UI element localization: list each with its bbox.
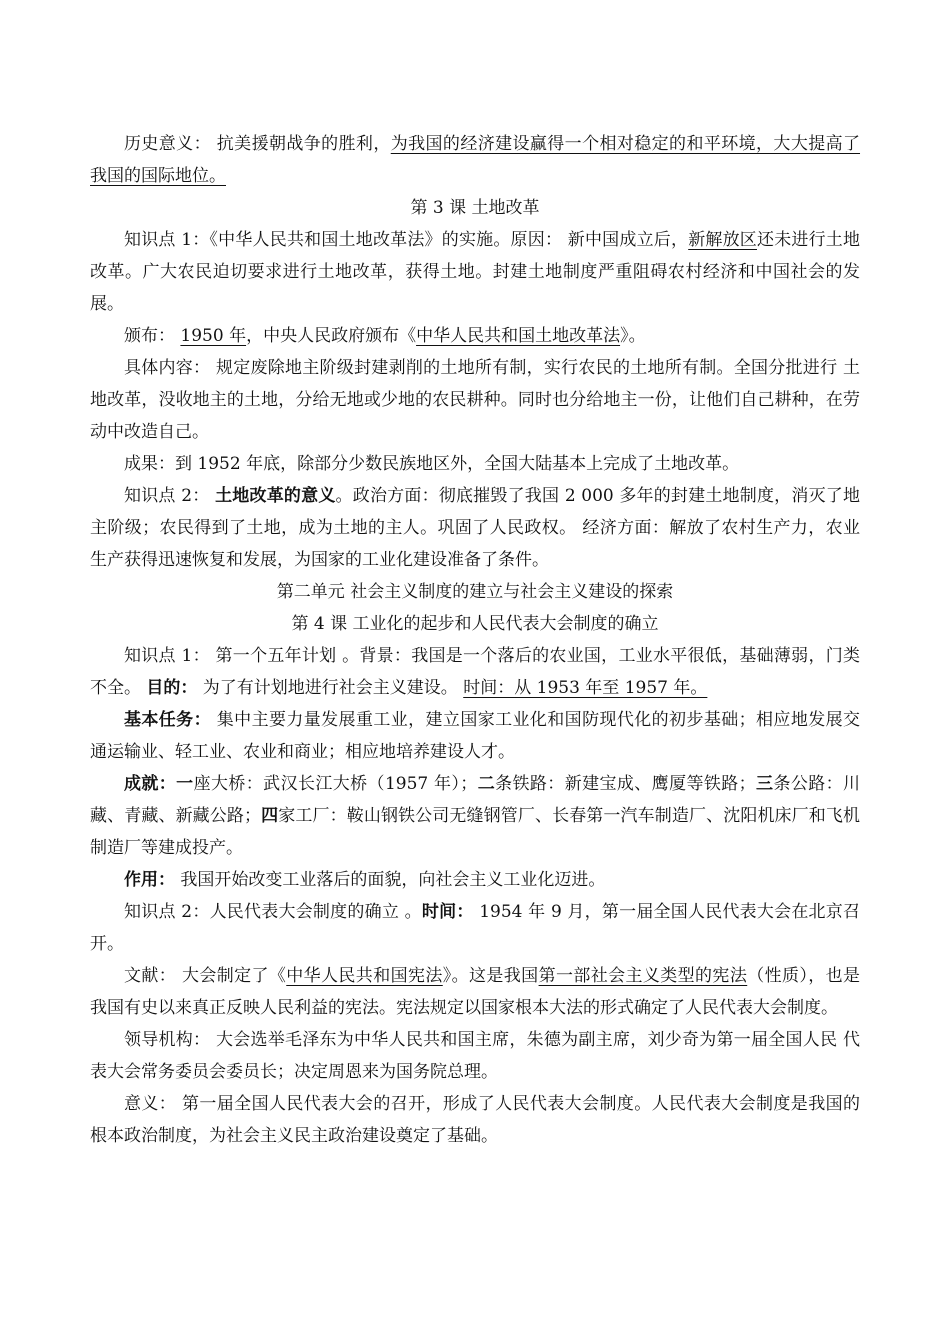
paragraph-peoples-congress: [90, 896, 860, 960]
text-segment: ，中央人民政府颁布《: [246, 326, 417, 346]
lesson-4-title: 第 4 课 工业化的起步和人民代表大会制度的确立: [291, 614, 659, 634]
paragraph-results: 成果：到 1952 年底，除部分少数民族地区外，全国大陆基本上完成了土地改革。: [124, 454, 740, 474]
unit-2-title: 第二单元 社会主义制度的建立与社会主义建设的探索: [276, 582, 674, 602]
text-segment: 我国开始改变工业落后的面貌，向社会主义工业化迈进。: [175, 870, 606, 890]
lesson-3-title: 第 3 课 土地改革: [410, 198, 540, 218]
text-segment: 条公路：川藏、青藏、新藏公路；: [90, 774, 861, 826]
text-segment: 为了有计划地进行社会主义建设。: [197, 678, 464, 698]
paragraph-basic-tasks: [90, 704, 860, 768]
underlined-text: 第一部社会主义类型的宪法: [538, 966, 748, 986]
text-segment: 1954 年 9 月，第一届全国人民代表大会在北京召开。: [90, 902, 861, 954]
underlined-text: 新解放区: [688, 230, 757, 250]
paragraph-five-year-plan: [90, 640, 860, 704]
paragraph-knowledge-point-2: [90, 480, 860, 576]
paragraph-effect: [90, 864, 860, 896]
text-segment: 座大桥：武汉长江大桥（1957 年）；: [193, 774, 478, 794]
bold-text: 二: [477, 774, 496, 794]
text-segment: 文献： 大会制定了《: [124, 966, 287, 986]
text-segment: 家工厂：鞍山钢铁公司无缝钢管厂、长春第一汽车制造厂、沈阳机床厂和飞机制造厂等建成投产。: [90, 806, 861, 858]
underlined-text: 中华人民共和国土地改革法: [416, 326, 621, 346]
underlined-text: 中华人民共和国宪法: [286, 966, 443, 986]
text-segment: （性质），也是我国有史以来真正反映人民利益的宪法。宪法规定以国家根本大法的形式确定了人民代表大会制度。: [90, 966, 861, 1018]
text-segment: 知识点 1：《中华人民共和国土地改革法》的实施。原因： 新中国成立后，: [124, 230, 689, 250]
text-segment: 》。: [620, 326, 646, 346]
underlined-text: 为我国的经济建设赢得一个相对稳定的和平环境，大大提高了我国的国际地位。: [90, 134, 861, 186]
text-segment: 》。这是我国: [442, 966, 539, 986]
text-segment: 历史意义： 抗美援朝战争的胜利，: [124, 134, 391, 154]
bold-text: 土地改革的意义: [215, 486, 336, 506]
text-segment: 颁布：: [124, 326, 181, 346]
paragraph-significance: 意义： 第一届全国人民代表大会的召开，形成了人民代表大会制度。人民代表大会制度是我国的根本政治制度，为社会主义民主政治建设奠定了基础。: [90, 1094, 860, 1146]
text-segment: 。政治方面：彻底摧毁了我国 2 000 多年的封建土地制度，消灭了地主阶级；农民得到了土地，成为土地的主人。巩固了人民政权。 经济方面：解放了农村生产力，农业生产获得迅速恢复和发展，为国家的工业化建设准备了条件。: [90, 486, 861, 570]
paragraph-documents: [90, 960, 860, 1024]
bold-text: 目的：: [146, 678, 198, 698]
text-segment: 知识点 2：人民代表大会制度的确立 。: [124, 902, 422, 922]
bold-text: 作用：: [124, 870, 175, 890]
text-segment: 知识点 1： 第一个五年计划 。背景：我国是一个落后的农业国，工业水平很低，基础薄弱，门类不全。: [90, 646, 860, 698]
paragraph-leadership: 领导机构： 大会选举毛泽东为中华人民共和国主席，朱德为副主席，刘少奇为第一届全国人民 代表大会常务委员会委员长；决定周恩来为国务院总理。: [90, 1030, 860, 1082]
paragraph-historical-significance: [90, 128, 860, 192]
paragraph-knowledge-point-1: [90, 224, 860, 320]
bold-text: 四: [261, 806, 279, 826]
text-segment: 条铁路：新建宝成、鹰厦等铁路；: [495, 774, 756, 794]
document-body: [90, 128, 860, 1152]
paragraph-achievements: [90, 768, 860, 864]
text-segment: 集中主要力量发展重工业，建立国家工业化和国防现代化的初步基础；相应地发展交通运输业、轻工业、农业和商业；相应地培养建设人才。: [90, 710, 861, 762]
underlined-text: 1950 年: [180, 326, 247, 346]
text-segment: 还未进行土地改革。广大农民迫切要求进行土地改革，获得土地。封建土地制度严重阻碍农村经济和中国社会的发展。: [90, 230, 861, 314]
bold-text: 时间：: [421, 902, 474, 922]
text-segment: 知识点 2：: [124, 486, 216, 506]
bold-text: 成就：一: [124, 774, 194, 794]
paragraph-promulgation: [90, 320, 860, 352]
underlined-text: 时间：从 1953 年至 1957 年。: [463, 678, 708, 698]
paragraph-specific-content: 具体内容： 规定废除地主阶级封建剥削的土地所有制，实行农民的土地所有制。全国分批进行 土地改革，没收地主的土地，分给无地或少地的农民耕种。同时也分给地主一份，让他们自己耕种，在劳动中改造自己。: [90, 358, 860, 442]
bold-text: 三: [755, 774, 774, 794]
bold-text: 基本任务：: [124, 710, 211, 730]
